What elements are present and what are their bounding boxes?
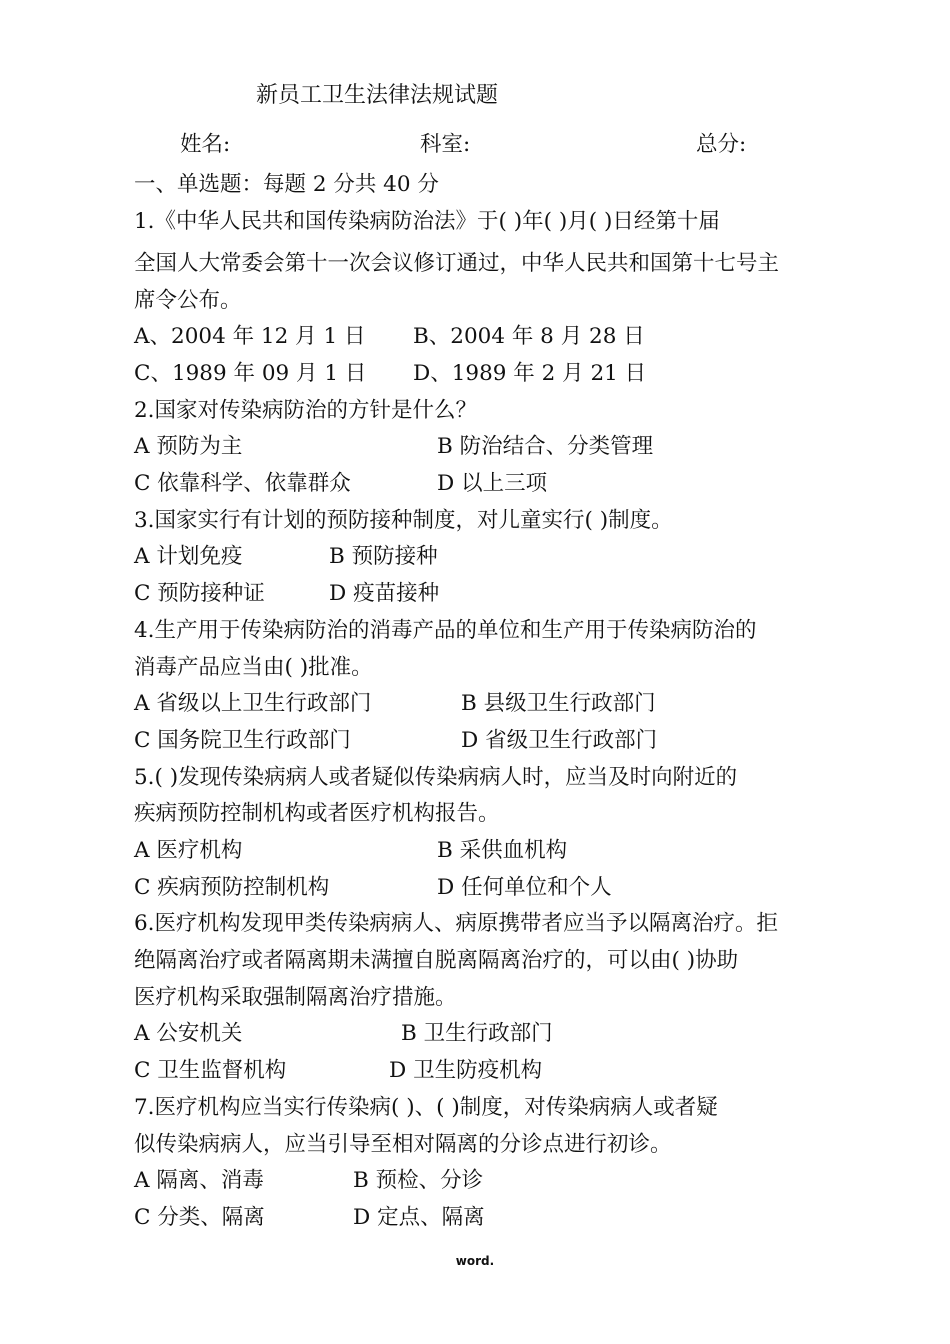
question-6-option-c: C 卫生监督机构 — [134, 1058, 287, 1083]
question-7-option-d: D 定点、隔离 — [353, 1205, 485, 1230]
question-1-option-d: D、1989 年 2 月 21 日 — [413, 361, 647, 386]
question-1-line-1: 1.《中华人民共和国传染病防治法》于( )年( )月( )日经第十届 — [134, 209, 720, 234]
question-4-line-2: 消毒产品应当由( )批准。 — [134, 655, 373, 680]
question-3-option-b: B 预防接种 — [329, 544, 438, 569]
department-field-label: 科室: — [420, 132, 471, 157]
question-7-line-1: 7.医疗机构应当实行传染病( )、( )制度，对传染病病人或者疑 — [134, 1095, 718, 1120]
question-1-line-2: 全国人大常委会第十一次会议修订通过，中华人民共和国第十七号主 — [134, 251, 780, 276]
question-4-option-a: A 省级以上卫生行政部门 — [134, 691, 372, 716]
question-4-line-1: 4.生产用于传染病防治的消毒产品的单位和生产用于传染病防治的 — [134, 618, 757, 643]
document-title: 新员工卫生法律法规试题 — [256, 83, 499, 108]
question-1-option-a: A、2004 年 12 月 1 日 — [134, 324, 366, 349]
question-2-option-c: C 依靠科学、依靠群众 — [134, 471, 351, 496]
question-2-line-1: 2.国家对传染病防治的方针是什么？ — [134, 398, 478, 423]
question-2-option-a: A 预防为主 — [134, 434, 243, 459]
question-4-option-c: C 国务院卫生行政部门 — [134, 728, 351, 753]
question-2-option-b: B 防治结合、分类管理 — [437, 434, 654, 459]
page-footer: word. — [455, 1254, 495, 1268]
question-5-option-d: D 任何单位和个人 — [437, 875, 612, 900]
question-3-option-a: A 计划免疫 — [134, 544, 243, 569]
question-6-line-3: 医疗机构采取强制隔离治疗措施。 — [134, 985, 457, 1010]
question-5-option-c: C 疾病预防控制机构 — [134, 875, 330, 900]
question-7-option-c: C 分类、隔离 — [134, 1205, 265, 1230]
question-4-option-d: D 省级卫生行政部门 — [461, 728, 658, 753]
question-6-line-2: 绝隔离治疗或者隔离期未满擅自脱离隔离治疗的，可以由( )协助 — [134, 948, 739, 973]
question-6-option-a: A 公安机关 — [134, 1021, 243, 1046]
question-1-option-c: C、1989 年 09 月 1 日 — [134, 361, 367, 386]
question-5-line-1: 5.( )发现传染病病人或者疑似传染病病人时，应当及时向附近的 — [134, 765, 738, 790]
question-5-line-2: 疾病预防控制机构或者医疗机构报告。 — [134, 801, 500, 826]
question-6-option-d: D 卫生防疫机构 — [389, 1058, 543, 1083]
question-6-option-b: B 卫生行政部门 — [401, 1021, 553, 1046]
question-7-option-a: A 隔离、消毒 — [134, 1168, 264, 1193]
question-4-option-b: B 县级卫生行政部门 — [461, 691, 656, 716]
question-3-option-d: D 疫苗接种 — [329, 581, 440, 606]
question-5-option-b: B 采供血机构 — [437, 838, 568, 863]
question-2-option-d: D 以上三项 — [437, 471, 548, 496]
question-3-option-c: C 预防接种证 — [134, 581, 265, 606]
question-1-line-3: 席令公布。 — [134, 288, 242, 313]
name-field-label: 姓名: — [180, 132, 231, 157]
question-7-line-2: 似传染病病人，应当引导至相对隔离的分诊点进行初诊。 — [134, 1132, 672, 1157]
question-1-option-b: B、2004 年 8 月 28 日 — [413, 324, 645, 349]
total-score-label: 总分: — [696, 132, 747, 157]
question-5-option-a: A 医疗机构 — [134, 838, 243, 863]
question-6-line-1: 6.医疗机构发现甲类传染病病人、病原携带者应当予以隔离治疗。拒 — [134, 911, 779, 936]
question-7-option-b: B 预检、分诊 — [353, 1168, 484, 1193]
question-3-line-1: 3.国家实行有计划的预防接种制度，对儿童实行( )制度。 — [134, 508, 673, 533]
section-heading: 一、单选题：每题 2 分共 40 分 — [134, 172, 439, 197]
